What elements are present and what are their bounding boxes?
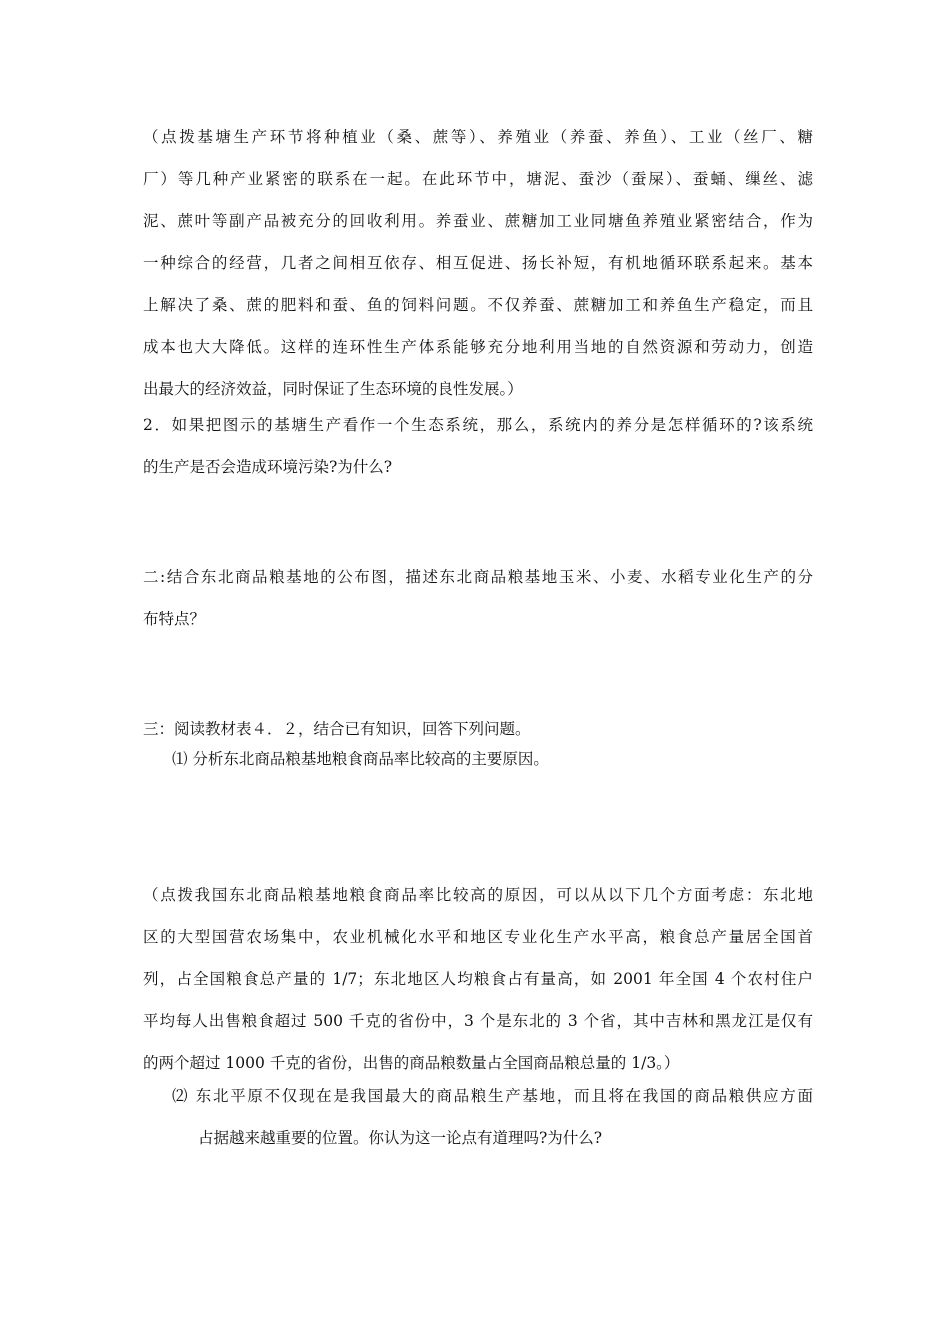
text-line: 占据越来越重要的位置。你认为这一论点有道理吗?为什么?: [198, 1129, 603, 1147]
section-three-intro: 三：阅读教材表４．２，结合已有知识，回答下列问题。: [143, 720, 531, 738]
text-line: 列，占全国粮食总产量的 1/7；东北地区人均粮食占有量高，如 2001 年全国 4 个农村住户: [143, 970, 813, 988]
sub-question-1: ⑴ 分析东北商品粮基地粮食商品率比较高的主要原因。: [172, 750, 549, 768]
text-line: 泥、蔗叶等副产品被充分的回收利用。养蚕业、蔗糖加工业同塘鱼养殖业紧密结合，作为: [143, 212, 813, 230]
text-line: 的两个超过 1000 千克的省份，出售的商品粮数量占全国商品粮总量的 1/3。）: [143, 1054, 680, 1072]
text-line: 平均每人出售粮食超过 500 千克的省份中，3 个是东北的 3 个省，其中吉林和黑龙江是仅有: [143, 1012, 813, 1030]
text-line: 二:结合东北商品粮基地的公布图，描述东北商品粮基地玉米、小麦、水稻专业化生产的分: [143, 568, 813, 586]
text-line: （点拨基塘生产环节将种植业（桑、蔗等）、养殖业（养蚕、养鱼）、工业（丝厂、糖: [143, 128, 813, 146]
text-line: 出最大的经济效益，同时保证了生态环境的良性发展。）: [143, 380, 523, 398]
text-line: 的生产是否会造成环境污染?为什么?: [143, 458, 393, 476]
text-line: ⑵ 东北平原不仅现在是我国最大的商品粮生产基地，而且将在我国的商品粮供应方面: [172, 1087, 813, 1105]
text-line: 上解决了桑、蔗的肥料和蚕、鱼的饲料问题。不仅养蚕、蔗糖加工和养鱼生产稳定，而且: [143, 296, 813, 314]
text-line: 一种综合的经营，几者之间相互依存、相互促进、扬长补短，有机地循环联系起来。基本: [143, 254, 813, 272]
text-line: 2．如果把图示的基塘生产看作一个生态系统，那么，系统内的养分是怎样循环的?该系统: [143, 416, 813, 434]
text-line: 成本也大大降低。这样的连环性生产体系能够充分地利用当地的自然资源和劳动力，创造: [143, 338, 813, 356]
text-line: 区的大型国营农场集中，农业机械化水平和地区专业化生产水平高，粮食总产量居全国首: [143, 928, 813, 946]
text-line: 布特点？: [143, 610, 206, 628]
text-line: （点拨我国东北商品粮基地粮食商品率比较高的原因，可以从以下几个方面考虑：东北地: [143, 886, 813, 904]
text-line: 厂）等几种产业紧密的联系在一起。在此环节中，塘泥、蚕沙（蚕屎）、蚕蛹、缫丝、滤: [143, 170, 813, 188]
